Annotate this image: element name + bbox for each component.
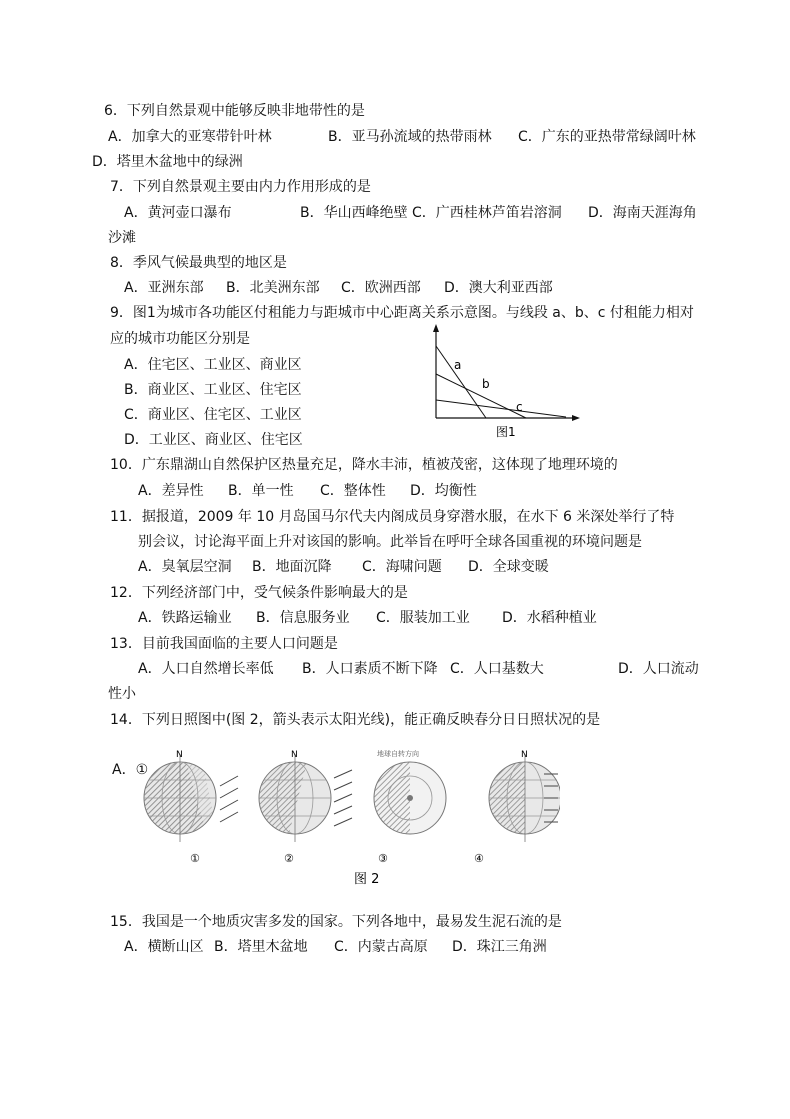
q11-stem-line2: 别会议，讨论海平面上升对该国的影响。此举旨在呼吁全球各国重视的环境问题是: [138, 534, 642, 550]
north-label-1: N: [176, 750, 183, 760]
rotation-direction-text: 地球自转方向: [377, 750, 419, 758]
x-axis-arrow: [572, 415, 580, 421]
globe-3: [374, 749, 446, 865]
q12-option-b: B．信息服务业: [256, 610, 350, 626]
figure-2-caption: 图 2: [354, 872, 380, 887]
q6-option-c: C．广东的亚热带常绿阔叶林: [518, 129, 696, 145]
q8-option-d: D．澳大利亚西部: [444, 280, 553, 296]
q9-option-c: C．商业区、住宅区、工业区: [124, 407, 302, 423]
globe-1: [144, 750, 238, 865]
q6-option-a: A．加拿大的亚寒带针叶林: [108, 129, 272, 145]
q13-option-a: A．人口自然增长率低: [138, 661, 274, 677]
q11-option-a: A．臭氧层空洞: [138, 559, 232, 575]
q14-stem: 14．下列日照图中(图 2，箭头表示太阳光线)，能正确反映春分日日照状况的是: [110, 712, 601, 728]
q9-option-a: A．住宅区、工业区、商业区: [124, 357, 302, 373]
q8-option-b: B．北美洲东部: [226, 280, 320, 296]
q8-option-c: C．欧洲西部: [341, 280, 421, 296]
globe-2-label: ②: [284, 852, 294, 865]
q8-option-a: A．亚洲东部: [124, 280, 204, 296]
q11-option-d: D．全球变暖: [468, 559, 549, 575]
q8-stem: 8．季风气候最典型的地区是: [110, 255, 287, 271]
label-b: b: [482, 377, 490, 391]
q7-option-b: B．华山西峰绝壁: [300, 205, 408, 221]
q11-option-b: B．地面沉降: [252, 559, 332, 575]
label-c: c: [516, 400, 523, 414]
q13-option-b: B．人口素质不断下降: [302, 661, 438, 677]
q13-option-c: C．人口基数大: [450, 661, 544, 677]
q10-option-b: B．单一性: [228, 483, 294, 499]
globe-2: [259, 750, 352, 865]
globe-1-label: ①: [190, 852, 200, 865]
q15-option-a: A．横断山区: [124, 939, 204, 955]
q7-option-a: A．黄河壶口瀑布: [124, 205, 232, 221]
q9-stem-line1: 9．图1为城市各功能区付租能力与距城市中心距离关系示意图。与线段 a、b、c 付租能力相对: [110, 305, 694, 321]
q9-option-d: D．工业区、商业区、住宅区: [124, 432, 303, 448]
north-label-4: N: [521, 750, 528, 760]
line-c: [436, 400, 566, 417]
q15-option-c: C．内蒙古高原: [334, 939, 428, 955]
q13-stem: 13．目前我国面临的主要人口问题是: [110, 636, 338, 652]
figure-2-sunlight-globes: [140, 748, 560, 888]
q12-option-c: C．服装加工业: [376, 610, 470, 626]
q12-option-d: D．水稻种植业: [502, 610, 597, 626]
globe-4: [474, 750, 560, 865]
q15-option-d: D．珠江三角洲: [452, 939, 547, 955]
line-a: [436, 346, 486, 418]
q15-option-b: B．塔里木盆地: [214, 939, 308, 955]
q6-option-d: D．塔里木盆地中的绿洲: [92, 154, 243, 170]
q15-stem: 15．我国是一个地质灾害多发的国家。下列各地中，最易发生泥石流的是: [110, 914, 562, 930]
q10-stem: 10．广东鼎湖山自然保护区热量充足，降水丰沛，植被茂密，这体现了地理环境的: [110, 457, 618, 473]
q13-option-d: D．人口流动: [618, 661, 699, 677]
q7-option-d-continued: 沙滩: [108, 230, 136, 246]
figure-1-bid-rent-diagram: [426, 322, 586, 442]
q10-option-d: D．均衡性: [410, 483, 477, 499]
q14-option-label: A．①: [112, 762, 149, 778]
q11-stem-line1: 11．据报道，2009 年 10 月岛国马尔代夫内阁成员身穿潜水服，在水下 6 米深处举行了特: [110, 509, 675, 525]
q9-option-b: B．商业区、工业区、住宅区: [124, 382, 302, 398]
q11-option-c: C．海啸问题: [362, 559, 442, 575]
q7-stem: 7．下列自然景观主要由内力作用形成的是: [110, 179, 371, 195]
q10-option-a: A．差异性: [138, 483, 204, 499]
q6-option-b: B．亚马孙流域的热带雨林: [328, 129, 492, 145]
q9-stem-line2: 应的城市功能区分别是: [110, 331, 250, 347]
globe-3-label: ③: [378, 852, 388, 865]
q12-option-a: A．铁路运输业: [138, 610, 232, 626]
q6-stem: 6．下列自然景观中能够反映非地带性的是: [104, 103, 365, 119]
north-label-2: N: [291, 750, 298, 760]
q12-stem: 12．下列经济部门中，受气候条件影响最大的是: [110, 585, 408, 601]
q7-option-c: C．广西桂林芦笛岩溶洞: [412, 205, 562, 221]
y-axis-arrow: [433, 324, 439, 332]
q10-option-c: C．整体性: [320, 483, 386, 499]
q13-option-d-continued: 性小: [108, 686, 136, 702]
globe-4-label: ④: [474, 852, 484, 865]
q7-option-d: D．海南天涯海角: [588, 205, 697, 221]
label-a: a: [454, 358, 462, 372]
figure-1-caption: 图1: [496, 425, 516, 439]
